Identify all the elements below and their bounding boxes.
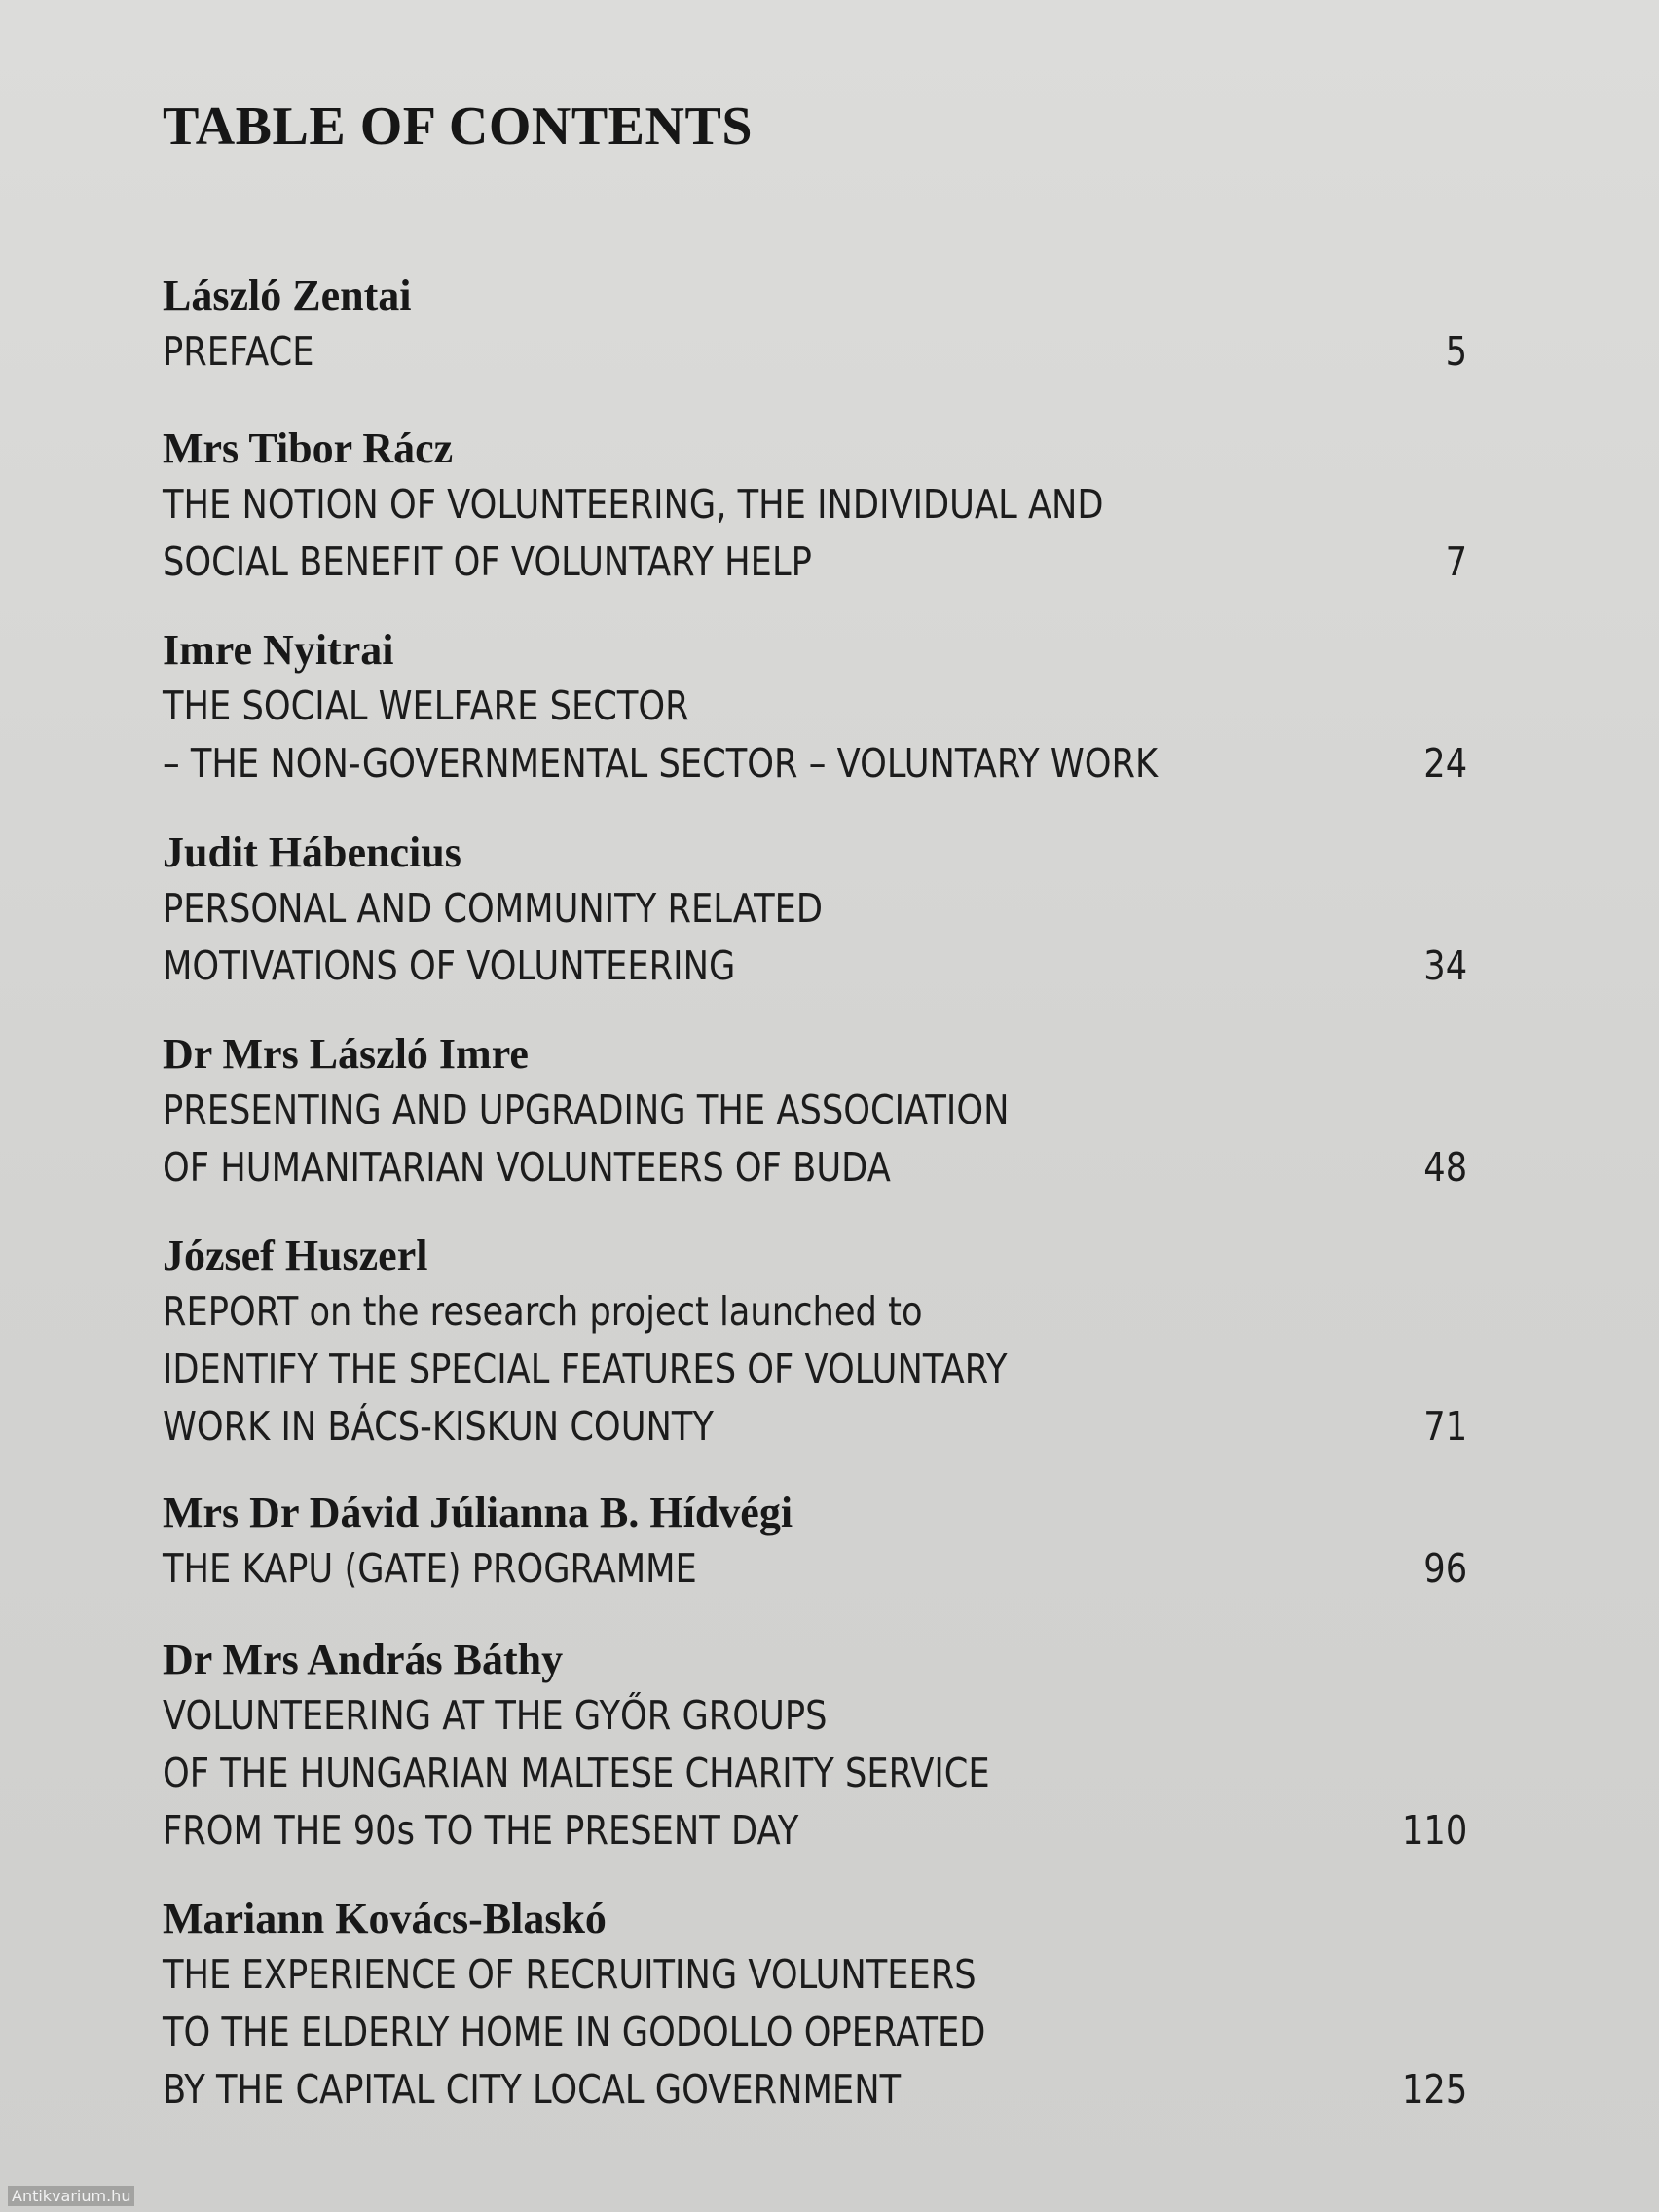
entry-page-number: 48 <box>1423 1144 1467 1191</box>
entry-title-line: OF THE HUNGARIAN MALTESE CHARITY SERVICE <box>163 1750 990 1796</box>
entry-title-line: BY THE CAPITAL CITY LOCAL GOVERNMENT <box>163 2066 902 2113</box>
entry-page-number: 125 <box>1401 2066 1467 2113</box>
entry-title-line: SOCIAL BENEFIT OF VOLUNTARY HELP <box>163 538 812 585</box>
watermark: Antikvarium.hu <box>8 2186 134 2206</box>
entry-author: Judit Hábencius <box>163 829 461 876</box>
entry-title-line: THE KAPU (GATE) PROGRAMME <box>163 1545 697 1592</box>
entry-author: Mrs Tibor Rácz <box>163 424 454 472</box>
entry-title-line: THE EXPERIENCE OF RECRUITING VOLUNTEERS <box>163 1951 977 1998</box>
entry-page-number: 96 <box>1423 1545 1467 1592</box>
entry-page-number: 24 <box>1423 740 1467 787</box>
entry-author: László Zentai <box>163 272 412 319</box>
toc-entry <box>163 1229 1467 1456</box>
entry-page-number: 71 <box>1423 1403 1467 1450</box>
entry-page-number: 5 <box>1445 328 1467 375</box>
entry-page-number: 110 <box>1401 1807 1467 1854</box>
entry-title-line: IDENTIFY THE SPECIAL FEATURES OF VOLUNTARY <box>163 1346 1008 1392</box>
toc-entry <box>163 1633 1467 1860</box>
entry-title-line: REPORT on the research project launched to <box>163 1288 923 1335</box>
entry-title-line: TO THE ELDERLY HOME IN GODOLLO OPERATED <box>163 2009 986 2055</box>
toc-entry <box>163 826 1467 995</box>
entry-title-line: THE SOCIAL WELFARE SECTOR <box>163 682 689 729</box>
entry-title-line: PREFACE <box>163 328 314 375</box>
entry-author: Mrs Dr Dávid Júlianna B. Hídvégi <box>163 1489 793 1536</box>
entry-author: Dr Mrs András Báthy <box>163 1636 564 1683</box>
entry-title-line: FROM THE 90s TO THE PRESENT DAY <box>163 1807 799 1854</box>
entry-title-line: WORK IN BÁCS-KISKUN COUNTY <box>163 1403 714 1450</box>
entry-title-line: THE NOTION OF VOLUNTEERING, THE INDIVIDUAL AND <box>163 481 1104 528</box>
toc-entry <box>163 1027 1467 1197</box>
entry-author: Dr Mrs László Imre <box>163 1030 529 1078</box>
entry-author: József Huszerl <box>163 1232 428 1279</box>
entry-title-line: PRESENTING AND UPGRADING THE ASSOCIATION <box>163 1087 1010 1133</box>
entry-author: Mariann Kovács-Blaskó <box>163 1895 607 1942</box>
entry-author: Imre Nyitrai <box>163 626 394 674</box>
toc-entry <box>163 623 1467 793</box>
toc-entry <box>163 422 1467 591</box>
page-title: TABLE OF CONTENTS <box>163 96 753 157</box>
toc-entry <box>163 1486 1467 1598</box>
entry-page-number: 7 <box>1445 538 1467 585</box>
entry-title-line: OF HUMANITARIAN VOLUNTEERS OF BUDA <box>163 1144 891 1191</box>
entry-title-line: MOTIVATIONS OF VOLUNTEERING <box>163 942 736 989</box>
toc-entry <box>163 1892 1467 2119</box>
toc-entry <box>163 269 1467 381</box>
entry-page-number: 34 <box>1423 942 1467 989</box>
entry-title-line: PERSONAL AND COMMUNITY RELATED <box>163 885 824 932</box>
entry-title-line: VOLUNTEERING AT THE GYŐR GROUPS <box>163 1692 828 1739</box>
entry-title-line: – THE NON-GOVERNMENTAL SECTOR – VOLUNTARY WORK <box>163 740 1159 787</box>
